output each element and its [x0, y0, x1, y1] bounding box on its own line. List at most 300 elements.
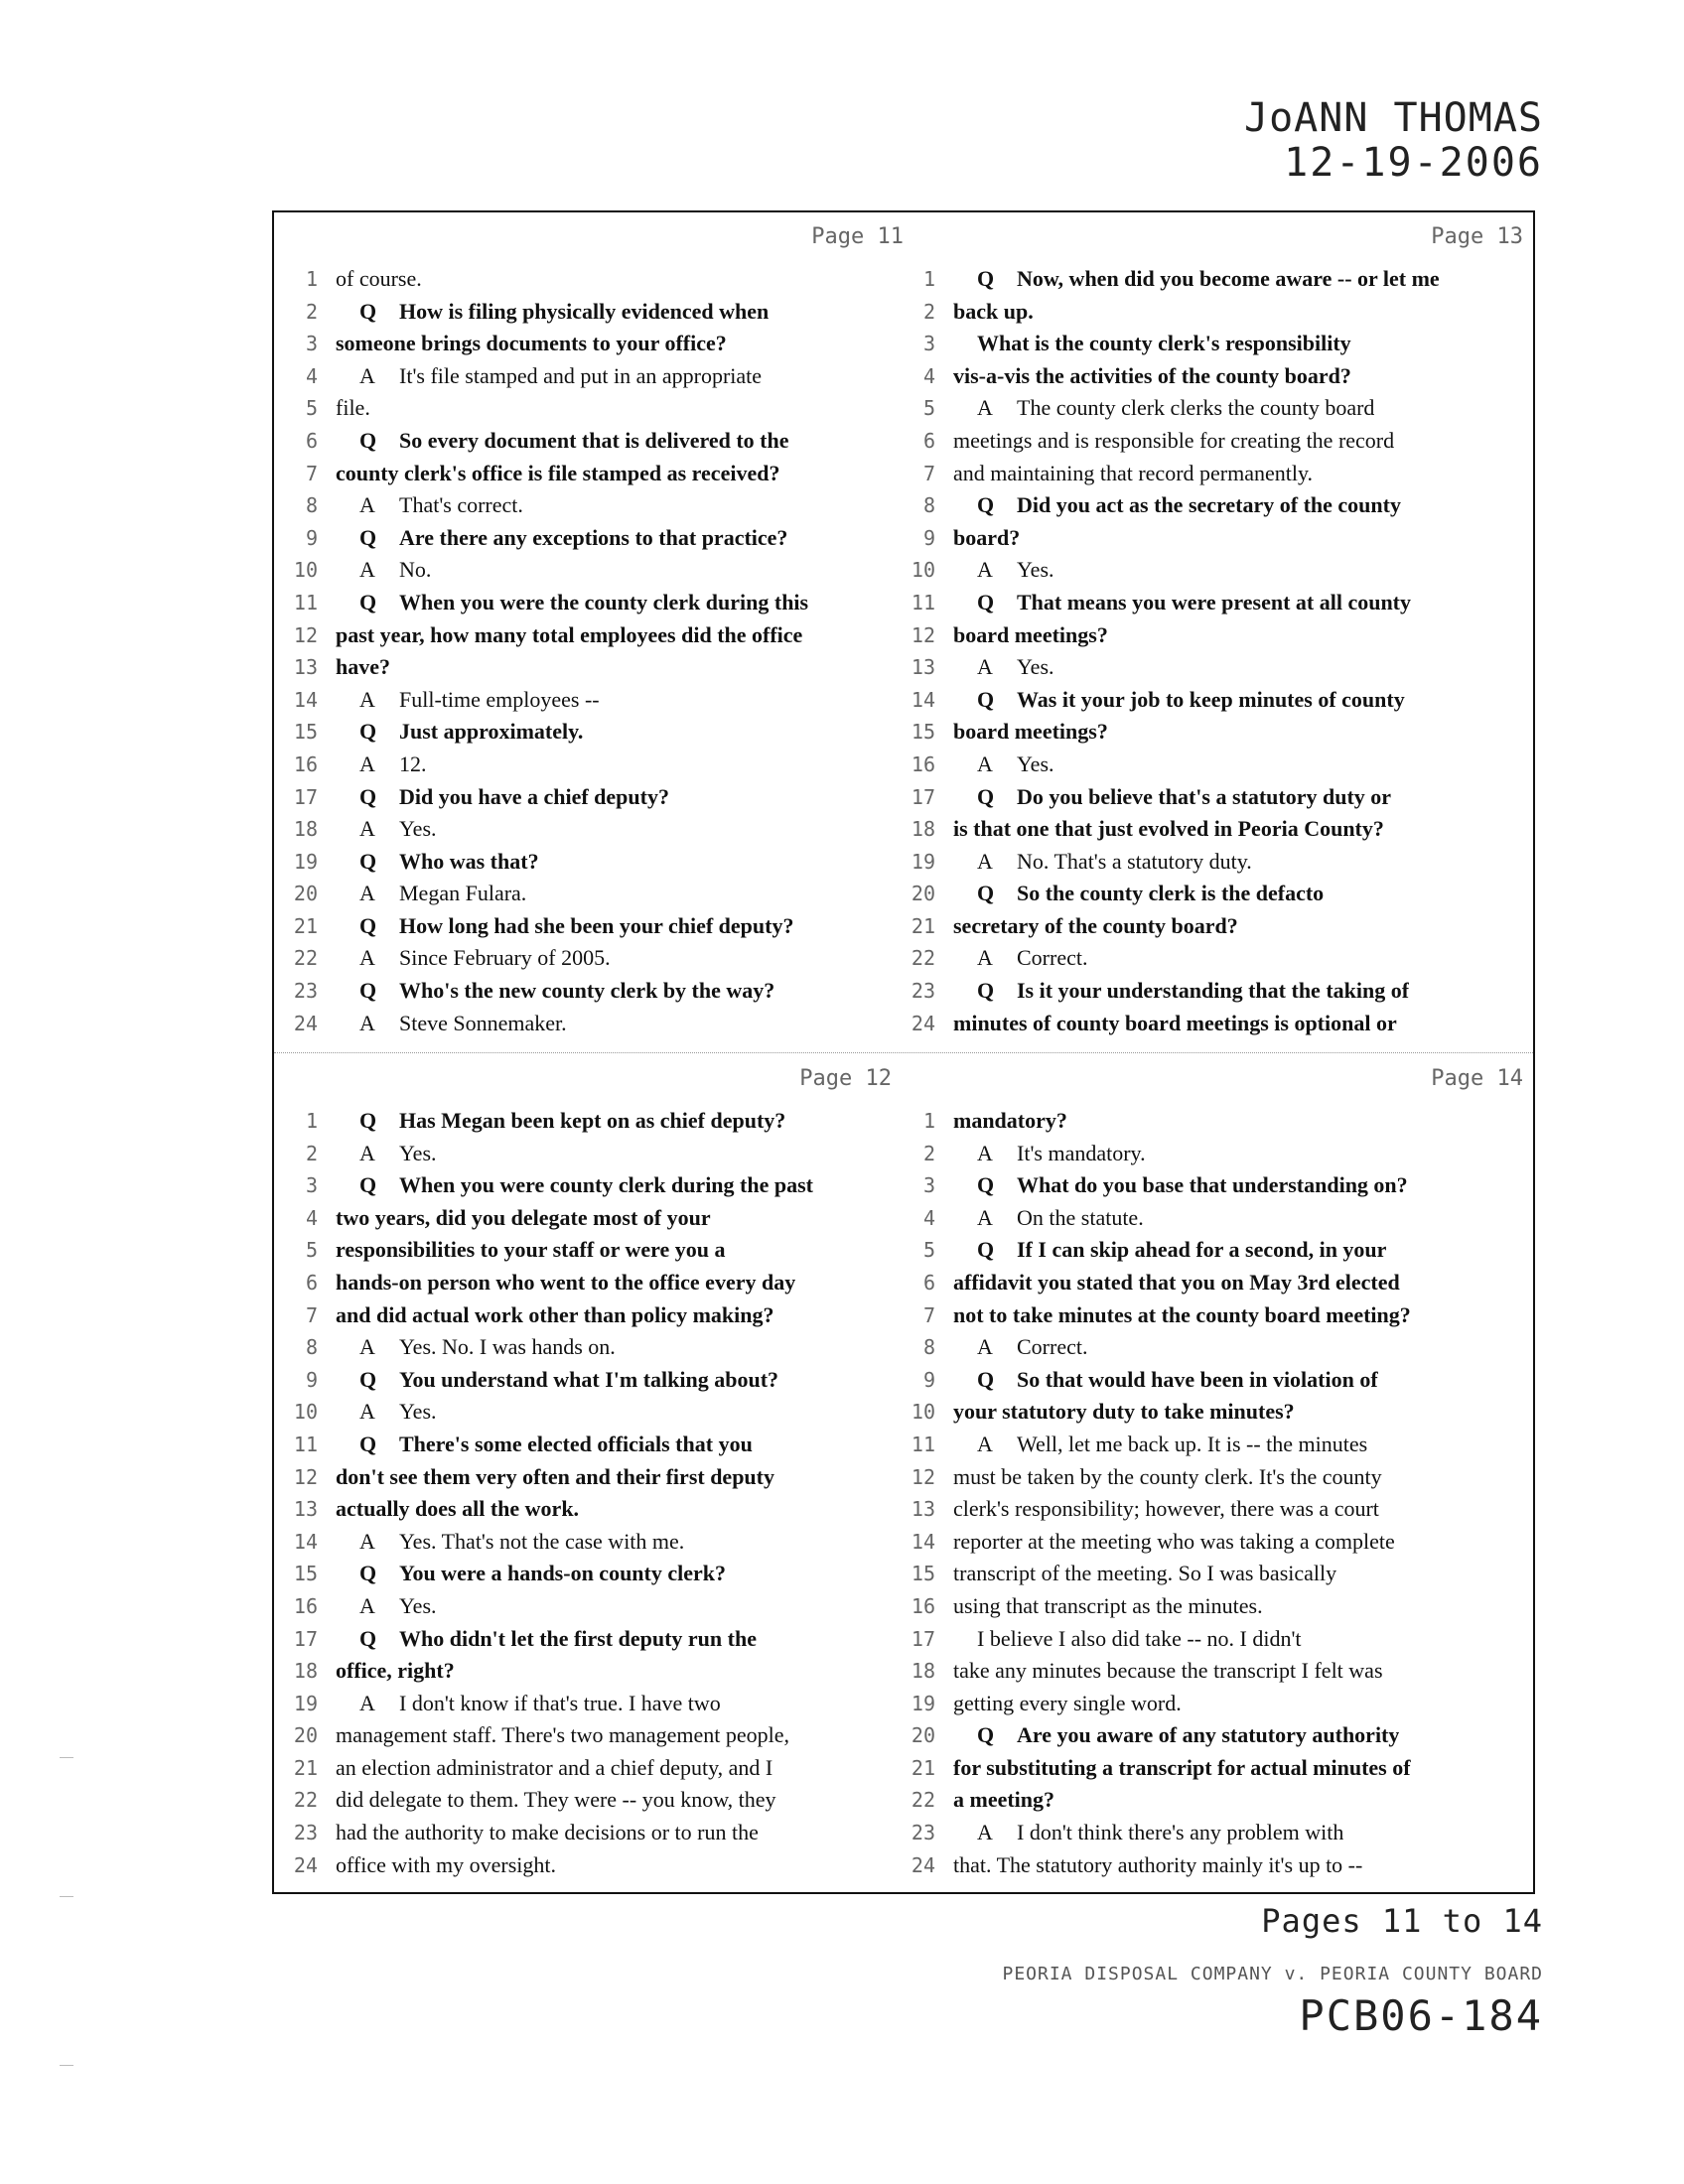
line-number: 17 — [293, 1626, 318, 1651]
transcript-line — [274, 590, 906, 622]
page-label: Page 11 — [811, 224, 904, 249]
line-number: 4 — [922, 363, 935, 388]
footer-docket-number: PCB06-184 — [1299, 1991, 1543, 2040]
transcript-line — [906, 363, 1537, 396]
transcript-page-14 — [906, 1054, 1537, 1896]
line-text: What is the county clerk's responsibility — [977, 331, 1351, 356]
transcript-line — [274, 1108, 906, 1141]
header-deponent-name: JoANN THOMAS — [1244, 95, 1543, 141]
line-text: responsibilities to your staff or were you a — [336, 1237, 726, 1263]
line-number: 8 — [922, 1335, 935, 1360]
line-number: 1 — [922, 267, 935, 291]
transcript-line — [906, 1270, 1537, 1302]
line-number: 17 — [293, 784, 318, 809]
line-text: mandatory? — [953, 1108, 1067, 1133]
line-number: 3 — [922, 332, 935, 356]
transcript-line — [906, 590, 1537, 622]
page-label: Page 12 — [799, 1066, 892, 1091]
transcript-line — [906, 1011, 1537, 1043]
line-text: vis-a-vis the activities of the county board? — [953, 362, 1351, 388]
line-text: A The county clerk clerks the county board — [977, 395, 1375, 421]
transcript-line — [274, 395, 906, 428]
line-text: A Yes. — [977, 557, 1054, 583]
line-number: 6 — [922, 428, 935, 453]
line-text: Q Did you act as the secretary of the county — [977, 492, 1401, 518]
line-text: Q How long had she been your chief deputy? — [359, 912, 794, 938]
transcript-lines — [274, 1108, 906, 1884]
line-number: 8 — [305, 493, 318, 518]
transcript-line — [906, 1820, 1537, 1852]
transcript-line — [274, 557, 906, 590]
transcript-line — [906, 719, 1537, 751]
line-number: 2 — [305, 299, 318, 324]
transcript-line — [274, 1852, 906, 1885]
line-text: A It's mandatory. — [977, 1140, 1146, 1165]
line-text: A No. — [359, 557, 432, 583]
line-number: 7 — [305, 1302, 318, 1327]
line-number: 14 — [911, 1529, 935, 1554]
transcript-line — [274, 1399, 906, 1432]
line-text: Q Just approximately. — [359, 719, 584, 745]
line-text: A Yes. — [977, 654, 1054, 680]
line-text: have? — [336, 654, 390, 680]
line-number: 3 — [305, 332, 318, 356]
line-number: 10 — [911, 1400, 935, 1425]
line-number: 1 — [305, 267, 318, 291]
line-text: A I don't think there's any problem with — [977, 1820, 1344, 1845]
transcript-line — [906, 1432, 1537, 1464]
line-text: hands-on person who went to the office every day — [336, 1269, 796, 1295]
transcript-line — [906, 1787, 1537, 1820]
line-number: 4 — [305, 363, 318, 388]
margin-mark — [60, 2065, 73, 2066]
line-text: Q How is filing physically evidenced when — [359, 298, 770, 324]
line-number: 15 — [911, 720, 935, 745]
line-text: Q Who didn't let the first deputy run the — [359, 1625, 757, 1651]
line-number: 23 — [293, 1821, 318, 1845]
line-text: don't see them very often and their first deputy — [336, 1463, 774, 1489]
line-text: Q When you were county clerk during the past — [359, 1172, 813, 1198]
line-number: 23 — [911, 1821, 935, 1845]
line-number: 20 — [293, 1723, 318, 1748]
line-number: 21 — [911, 1755, 935, 1780]
line-number: 12 — [293, 622, 318, 647]
transcript-line — [906, 1496, 1537, 1529]
line-number: 9 — [922, 525, 935, 550]
transcript-line — [274, 719, 906, 751]
line-number: 3 — [922, 1173, 935, 1198]
line-text: Q So every document that is delivered to the — [359, 427, 789, 453]
line-text: A Yes. No. I was hands on. — [359, 1334, 616, 1360]
line-text: A Since February of 2005. — [359, 945, 611, 971]
line-text: A 12. — [359, 751, 427, 776]
line-number: 23 — [293, 979, 318, 1004]
transcript-frame — [272, 210, 1535, 1894]
line-number: 16 — [293, 751, 318, 776]
line-number: 16 — [911, 1593, 935, 1618]
line-text: A Megan Fulara. — [359, 881, 527, 906]
line-number: 10 — [293, 1400, 318, 1425]
transcript-line — [274, 1787, 906, 1820]
transcript-line — [906, 1593, 1537, 1626]
line-text: Q What do you base that understanding on? — [977, 1172, 1408, 1198]
line-number: 22 — [293, 946, 318, 971]
transcript-line — [274, 1172, 906, 1205]
transcript-line — [906, 1626, 1537, 1659]
transcript-line — [906, 1658, 1537, 1691]
transcript-line — [906, 913, 1537, 946]
line-number: 4 — [922, 1205, 935, 1230]
line-number: 13 — [293, 655, 318, 680]
line-number: 17 — [911, 784, 935, 809]
line-text: Q That means you were present at all county — [977, 589, 1412, 614]
line-text: board meetings? — [953, 621, 1108, 647]
page-label: Page 14 — [1431, 1066, 1523, 1091]
transcript-line — [274, 849, 906, 882]
line-text: transcript of the meeting. So I was basically — [953, 1561, 1337, 1586]
transcript-line — [906, 1367, 1537, 1400]
transcript-line — [274, 945, 906, 978]
line-text: of course. — [336, 266, 422, 291]
transcript-line — [274, 1626, 906, 1659]
transcript-line — [906, 1852, 1537, 1885]
line-number: 18 — [293, 817, 318, 842]
line-number: 15 — [293, 720, 318, 745]
line-text: is that one that just evolved in Peoria County? — [953, 816, 1384, 842]
transcript-line — [906, 978, 1537, 1011]
line-text: Q You were a hands-on county clerk? — [359, 1561, 727, 1586]
page-divider — [274, 1052, 1533, 1053]
line-text: A It's file stamped and put in an appropriate — [359, 362, 763, 388]
line-number: 7 — [305, 461, 318, 485]
line-text: Q So the county clerk is the defacto — [977, 881, 1325, 906]
line-text: A Yes. That's not the case with me. — [359, 1528, 685, 1554]
transcript-line — [906, 1141, 1537, 1173]
line-text: A Correct. — [977, 945, 1088, 971]
line-number: 19 — [911, 1691, 935, 1715]
line-text: A Yes. — [359, 816, 437, 842]
line-text: Q Who was that? — [359, 848, 539, 874]
transcript-line — [274, 1011, 906, 1043]
line-text: an election administrator and a chief deputy, and I — [336, 1754, 773, 1780]
line-number: 18 — [911, 817, 935, 842]
line-text: Q Are you aware of any statutory authority — [977, 1722, 1400, 1748]
transcript-line — [906, 1464, 1537, 1497]
transcript-line — [906, 1205, 1537, 1238]
line-number: 9 — [922, 1367, 935, 1392]
line-number: 19 — [293, 849, 318, 874]
line-text: A Yes. — [977, 751, 1054, 776]
line-number: 8 — [305, 1335, 318, 1360]
line-text: clerk's responsibility; however, there was a court — [953, 1496, 1379, 1522]
line-number: 3 — [305, 1173, 318, 1198]
page-label: Page 13 — [1431, 224, 1523, 249]
transcript-line — [906, 428, 1537, 461]
line-text: secretary of the county board? — [953, 912, 1238, 938]
transcript-line — [906, 1529, 1537, 1562]
transcript-line — [906, 557, 1537, 590]
line-number: 11 — [911, 1432, 935, 1456]
line-number: 18 — [911, 1659, 935, 1684]
line-number: 21 — [293, 1755, 318, 1780]
line-number: 20 — [911, 882, 935, 906]
footer-case-caption: PEORIA DISPOSAL COMPANY v. PEORIA COUNTY BOARD — [1002, 1964, 1543, 1984]
line-text: Q There's some elected officials that you — [359, 1431, 753, 1456]
transcript-line — [906, 1561, 1537, 1593]
line-text: someone brings documents to your office? — [336, 331, 727, 356]
transcript-line — [906, 1722, 1537, 1755]
transcript-line — [274, 1691, 906, 1723]
transcript-line — [906, 1691, 1537, 1723]
transcript-line — [274, 654, 906, 687]
line-text: A Yes. — [359, 1592, 437, 1618]
transcript-line — [274, 266, 906, 299]
line-text: A No. That's a statutory duty. — [977, 848, 1252, 874]
header-deposition-date: 12-19-2006 — [1284, 140, 1543, 186]
transcript-line — [274, 881, 906, 913]
line-number: 20 — [911, 1723, 935, 1748]
line-number: 2 — [922, 299, 935, 324]
line-number: 2 — [922, 1141, 935, 1165]
transcript-line — [906, 881, 1537, 913]
line-number: 19 — [293, 1691, 318, 1715]
line-text: I believe I also did take -- no. I didn't — [977, 1625, 1302, 1651]
line-text: for substituting a transcript for actual minutes of — [953, 1754, 1411, 1780]
transcript-line — [274, 1561, 906, 1593]
transcript-line — [274, 1302, 906, 1335]
line-number: 5 — [305, 1238, 318, 1263]
line-text: A Correct. — [977, 1334, 1088, 1360]
transcript-line — [274, 816, 906, 849]
line-text: minutes of county board meetings is optional or — [953, 1010, 1397, 1035]
transcript-lines — [906, 266, 1537, 1042]
line-number: 24 — [911, 1011, 935, 1035]
line-number: 22 — [293, 1788, 318, 1813]
line-number: 11 — [293, 590, 318, 614]
transcript-line — [906, 849, 1537, 882]
transcript-page-11 — [274, 212, 906, 1054]
line-number: 24 — [293, 1852, 318, 1877]
line-text: A Yes. — [359, 1140, 437, 1165]
line-number: 24 — [293, 1011, 318, 1035]
line-number: 9 — [305, 1367, 318, 1392]
line-number: 21 — [293, 913, 318, 938]
line-number: 1 — [922, 1109, 935, 1133]
transcript-line — [274, 1722, 906, 1755]
transcript-line — [274, 492, 906, 525]
line-text: and did actual work other than policy making? — [336, 1301, 774, 1327]
transcript-line — [906, 1755, 1537, 1788]
line-text: Q Has Megan been kept on as chief deputy? — [359, 1108, 786, 1133]
transcript-line — [274, 1205, 906, 1238]
line-text: A I don't know if that's true. I have two — [359, 1690, 721, 1715]
transcript-line — [274, 1270, 906, 1302]
line-text: a meeting? — [953, 1787, 1055, 1813]
transcript-line — [906, 266, 1537, 299]
transcript-line — [906, 945, 1537, 978]
transcript-line — [906, 1302, 1537, 1335]
line-text: meetings and is responsible for creating the record — [953, 427, 1395, 453]
line-number: 5 — [922, 396, 935, 421]
transcript-line — [906, 622, 1537, 655]
line-number: 4 — [305, 1205, 318, 1230]
line-number: 10 — [293, 558, 318, 583]
transcript-line — [274, 331, 906, 363]
transcript-line — [274, 687, 906, 720]
line-number: 6 — [305, 1270, 318, 1295]
transcript-line — [906, 784, 1537, 817]
line-text: A Well, let me back up. It is -- the minutes — [977, 1431, 1368, 1456]
line-text: management staff. There's two management people, — [336, 1722, 790, 1748]
margin-mark — [60, 1757, 73, 1758]
line-text: reporter at the meeting who was taking a complete — [953, 1528, 1395, 1554]
line-number: 7 — [922, 461, 935, 485]
transcript-line — [906, 395, 1537, 428]
transcript-line — [906, 331, 1537, 363]
transcript-line — [906, 1399, 1537, 1432]
line-number: 6 — [922, 1270, 935, 1295]
line-number: 16 — [911, 751, 935, 776]
line-number: 9 — [305, 525, 318, 550]
line-text: A Yes. — [359, 1399, 437, 1425]
transcript-page-12 — [274, 1054, 906, 1896]
line-number: 16 — [293, 1593, 318, 1618]
line-text: board? — [953, 524, 1021, 550]
transcript-line — [906, 525, 1537, 558]
transcript-line — [274, 913, 906, 946]
transcript-line — [274, 784, 906, 817]
line-number: 15 — [293, 1562, 318, 1586]
line-text: Q So that would have been in violation of — [977, 1366, 1378, 1392]
line-text: must be taken by the county clerk. It's the county — [953, 1463, 1382, 1489]
line-number: 13 — [293, 1497, 318, 1522]
transcript-line — [274, 428, 906, 461]
line-number: 19 — [911, 849, 935, 874]
line-number: 12 — [293, 1464, 318, 1489]
line-text: Q Is it your understanding that the taking of — [977, 978, 1410, 1004]
transcript-line — [274, 525, 906, 558]
transcript-line — [906, 461, 1537, 493]
transcript-line — [274, 622, 906, 655]
line-text: Q When you were the county clerk during this — [359, 589, 809, 614]
line-text: file. — [336, 395, 370, 421]
transcript-line — [906, 1172, 1537, 1205]
line-text: A Full-time employees -- — [359, 686, 600, 712]
transcript-line — [274, 1141, 906, 1173]
line-number: 22 — [911, 946, 935, 971]
line-number: 15 — [911, 1562, 935, 1586]
footer-page-range: Pages 11 to 14 — [1261, 1902, 1543, 1940]
transcript-line — [274, 461, 906, 493]
line-number: 11 — [293, 1432, 318, 1456]
transcript-line — [906, 1334, 1537, 1367]
line-text: that. The statutory authority mainly it's up to -- — [953, 1851, 1363, 1877]
transcript-line — [274, 1529, 906, 1562]
line-text: A That's correct. — [359, 492, 523, 518]
transcript-page-13 — [906, 212, 1537, 1054]
line-number: 18 — [293, 1659, 318, 1684]
line-number: 22 — [911, 1788, 935, 1813]
line-number: 23 — [911, 979, 935, 1004]
transcript-line — [274, 978, 906, 1011]
line-number: 7 — [922, 1302, 935, 1327]
line-text: Q If I can skip ahead for a second, in your — [977, 1237, 1387, 1263]
line-text: Q Are there any exceptions to that practice? — [359, 524, 788, 550]
transcript-line — [274, 1367, 906, 1400]
line-number: 13 — [911, 655, 935, 680]
transcript-line — [906, 816, 1537, 849]
line-text: past year, how many total employees did the office — [336, 621, 803, 647]
transcript-line — [274, 1820, 906, 1852]
line-number: 5 — [305, 396, 318, 421]
transcript-line — [274, 1593, 906, 1626]
line-text: Q You understand what I'm talking about? — [359, 1366, 779, 1392]
line-text: county clerk's office is file stamped as received? — [336, 460, 780, 485]
line-number: 12 — [911, 622, 935, 647]
transcript-lines — [906, 1108, 1537, 1884]
line-text: getting every single word. — [953, 1690, 1182, 1715]
line-text: not to take minutes at the county board meeting? — [953, 1301, 1411, 1327]
line-text: affidavit you stated that you on May 3rd elected — [953, 1269, 1400, 1295]
line-number: 20 — [293, 882, 318, 906]
transcript-line — [274, 751, 906, 784]
line-text: did delegate to them. They were -- you know, they — [336, 1787, 776, 1813]
transcript-line — [906, 1108, 1537, 1141]
transcript-line — [274, 1755, 906, 1788]
line-text: office with my oversight. — [336, 1851, 556, 1877]
line-text: actually does all the work. — [336, 1496, 580, 1522]
line-text: A On the statute. — [977, 1204, 1144, 1230]
transcript-line — [274, 1464, 906, 1497]
line-number: 14 — [293, 687, 318, 712]
line-number: 17 — [911, 1626, 935, 1651]
line-text: Q Who's the new county clerk by the way? — [359, 978, 775, 1004]
transcript-line — [906, 1237, 1537, 1270]
transcript-line — [274, 1496, 906, 1529]
line-text: Q Was it your job to keep minutes of county — [977, 686, 1405, 712]
line-number: 1 — [305, 1109, 318, 1133]
transcript-line — [906, 492, 1537, 525]
transcript-line — [906, 751, 1537, 784]
line-number: 2 — [305, 1141, 318, 1165]
margin-mark — [60, 1896, 73, 1897]
transcript-line — [906, 687, 1537, 720]
line-text: take any minutes because the transcript I felt was — [953, 1658, 1383, 1684]
line-text: Q Now, when did you become aware -- or let me — [977, 266, 1440, 291]
line-number: 14 — [293, 1529, 318, 1554]
transcript-line — [906, 299, 1537, 332]
line-number: 10 — [911, 558, 935, 583]
line-number: 24 — [911, 1852, 935, 1877]
line-number: 14 — [911, 687, 935, 712]
line-text: your statutory duty to take minutes? — [953, 1399, 1295, 1425]
line-text: board meetings? — [953, 719, 1108, 745]
line-text: A Steve Sonnemaker. — [359, 1010, 567, 1035]
line-number: 6 — [305, 428, 318, 453]
line-text: and maintaining that record permanently. — [953, 460, 1314, 485]
line-text: Q Do you believe that's a statutory duty or — [977, 783, 1392, 809]
transcript-lines — [274, 266, 906, 1042]
line-text: using that transcript as the minutes. — [953, 1592, 1263, 1618]
line-number: 13 — [911, 1497, 935, 1522]
line-text: office, right? — [336, 1658, 455, 1684]
transcript-line — [274, 363, 906, 396]
transcript-line — [274, 1237, 906, 1270]
transcript-line — [274, 299, 906, 332]
transcript-line — [906, 654, 1537, 687]
line-text: back up. — [953, 298, 1034, 324]
transcript-line — [274, 1432, 906, 1464]
